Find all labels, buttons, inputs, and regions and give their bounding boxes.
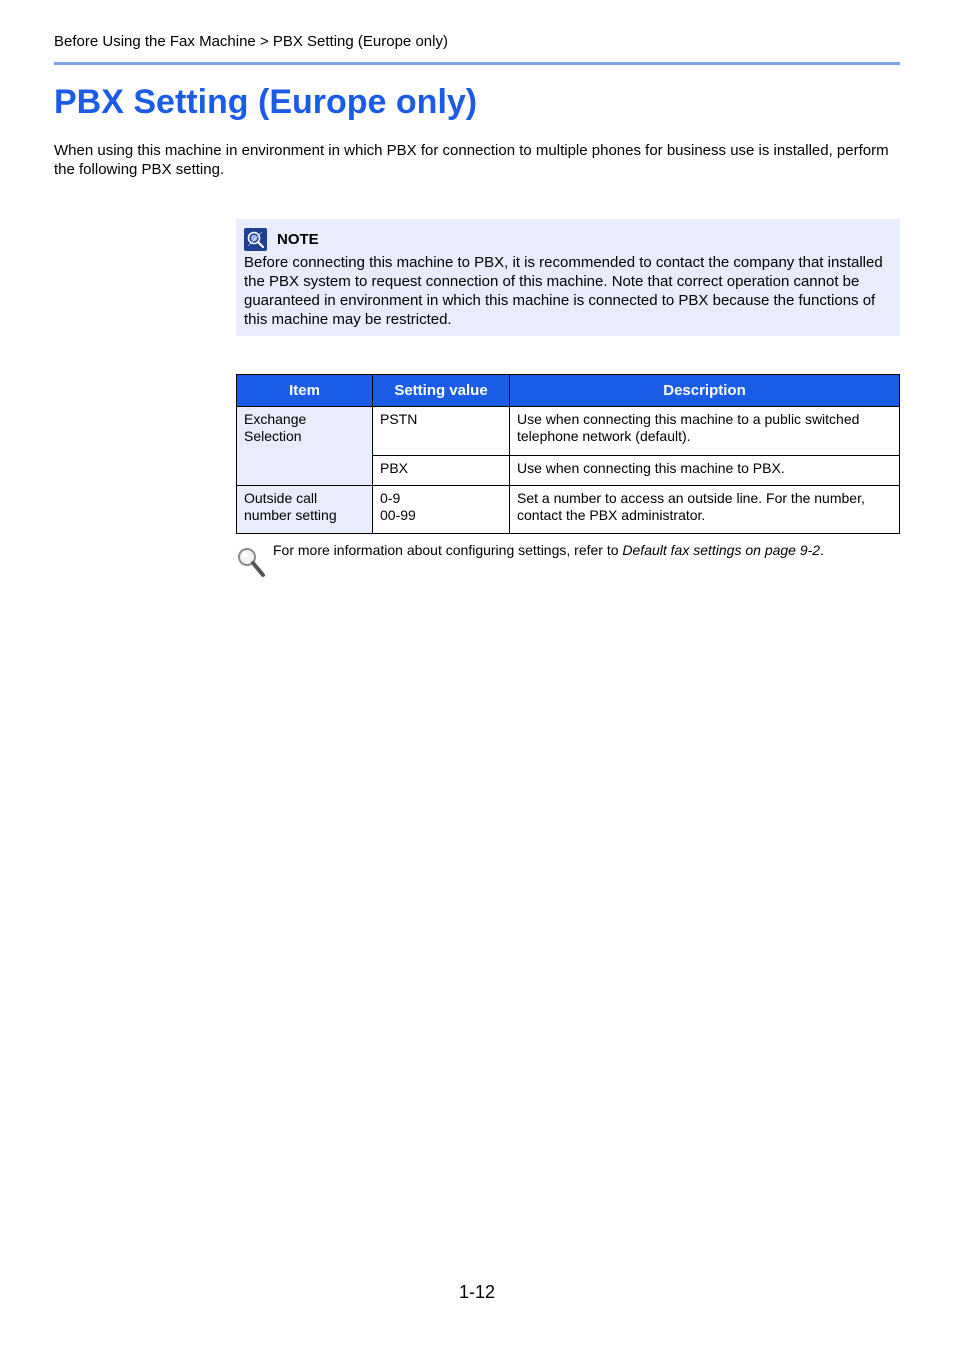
magnifier-icon [236,546,266,578]
description-pbx: Use when connecting this machine to PBX. [510,456,900,486]
item-outside-call-number: Outside call number setting [237,486,373,534]
header-setting-value: Setting value [373,375,510,407]
page-title: PBX Setting (Europe only) [54,83,478,121]
breadcrumb: Before Using the Fax Machine > PBX Setting (Europe only) [54,33,448,50]
reference-prefix: For more information about configuring settings, refer to [273,542,623,558]
value-pbx: PBX [373,456,510,486]
description-pstn: Use when connecting this machine to a public switched telephone network (default). [510,407,900,456]
reference-link[interactable]: Default fax settings on page 9-2 [622,542,821,558]
reference-suffix: . [820,542,824,558]
note-label: NOTE [277,230,319,248]
table-row [237,407,900,456]
value-range-single: 0-9 [380,490,401,506]
header-item: Item [237,375,373,407]
item-exchange-selection: Exchange Selection [237,407,373,486]
description-outside-call-number: Set a number to access an outside line. For the number, contact the PBX administrator. [510,486,900,534]
note-header [244,227,892,251]
table-row [237,486,900,534]
intro-paragraph: When using this machine in environment in which PBX for connection to multiple phones for business use is installed, perform the following PBX setting. [54,142,889,178]
reference-text [273,542,824,559]
value-range-double: 00-99 [380,507,416,523]
value-pstn: PSTN [373,407,510,456]
value-outside-call-number [373,486,510,534]
settings-table [236,374,900,534]
note-text: Before connecting this machine to PBX, it is recommended to contact the company that installed the PBX system to request connection of this machine. Note that correct operation cannot be guaranteed in environment in which this machine is connected to PBX because the functions of this machine may be restricted. [244,254,883,328]
header-divider [54,62,900,65]
header-description: Description [510,375,900,407]
note-icon [244,228,267,251]
page-number: 1-12 [458,1282,496,1302]
note-box [236,219,900,336]
table-header-row [237,375,900,407]
